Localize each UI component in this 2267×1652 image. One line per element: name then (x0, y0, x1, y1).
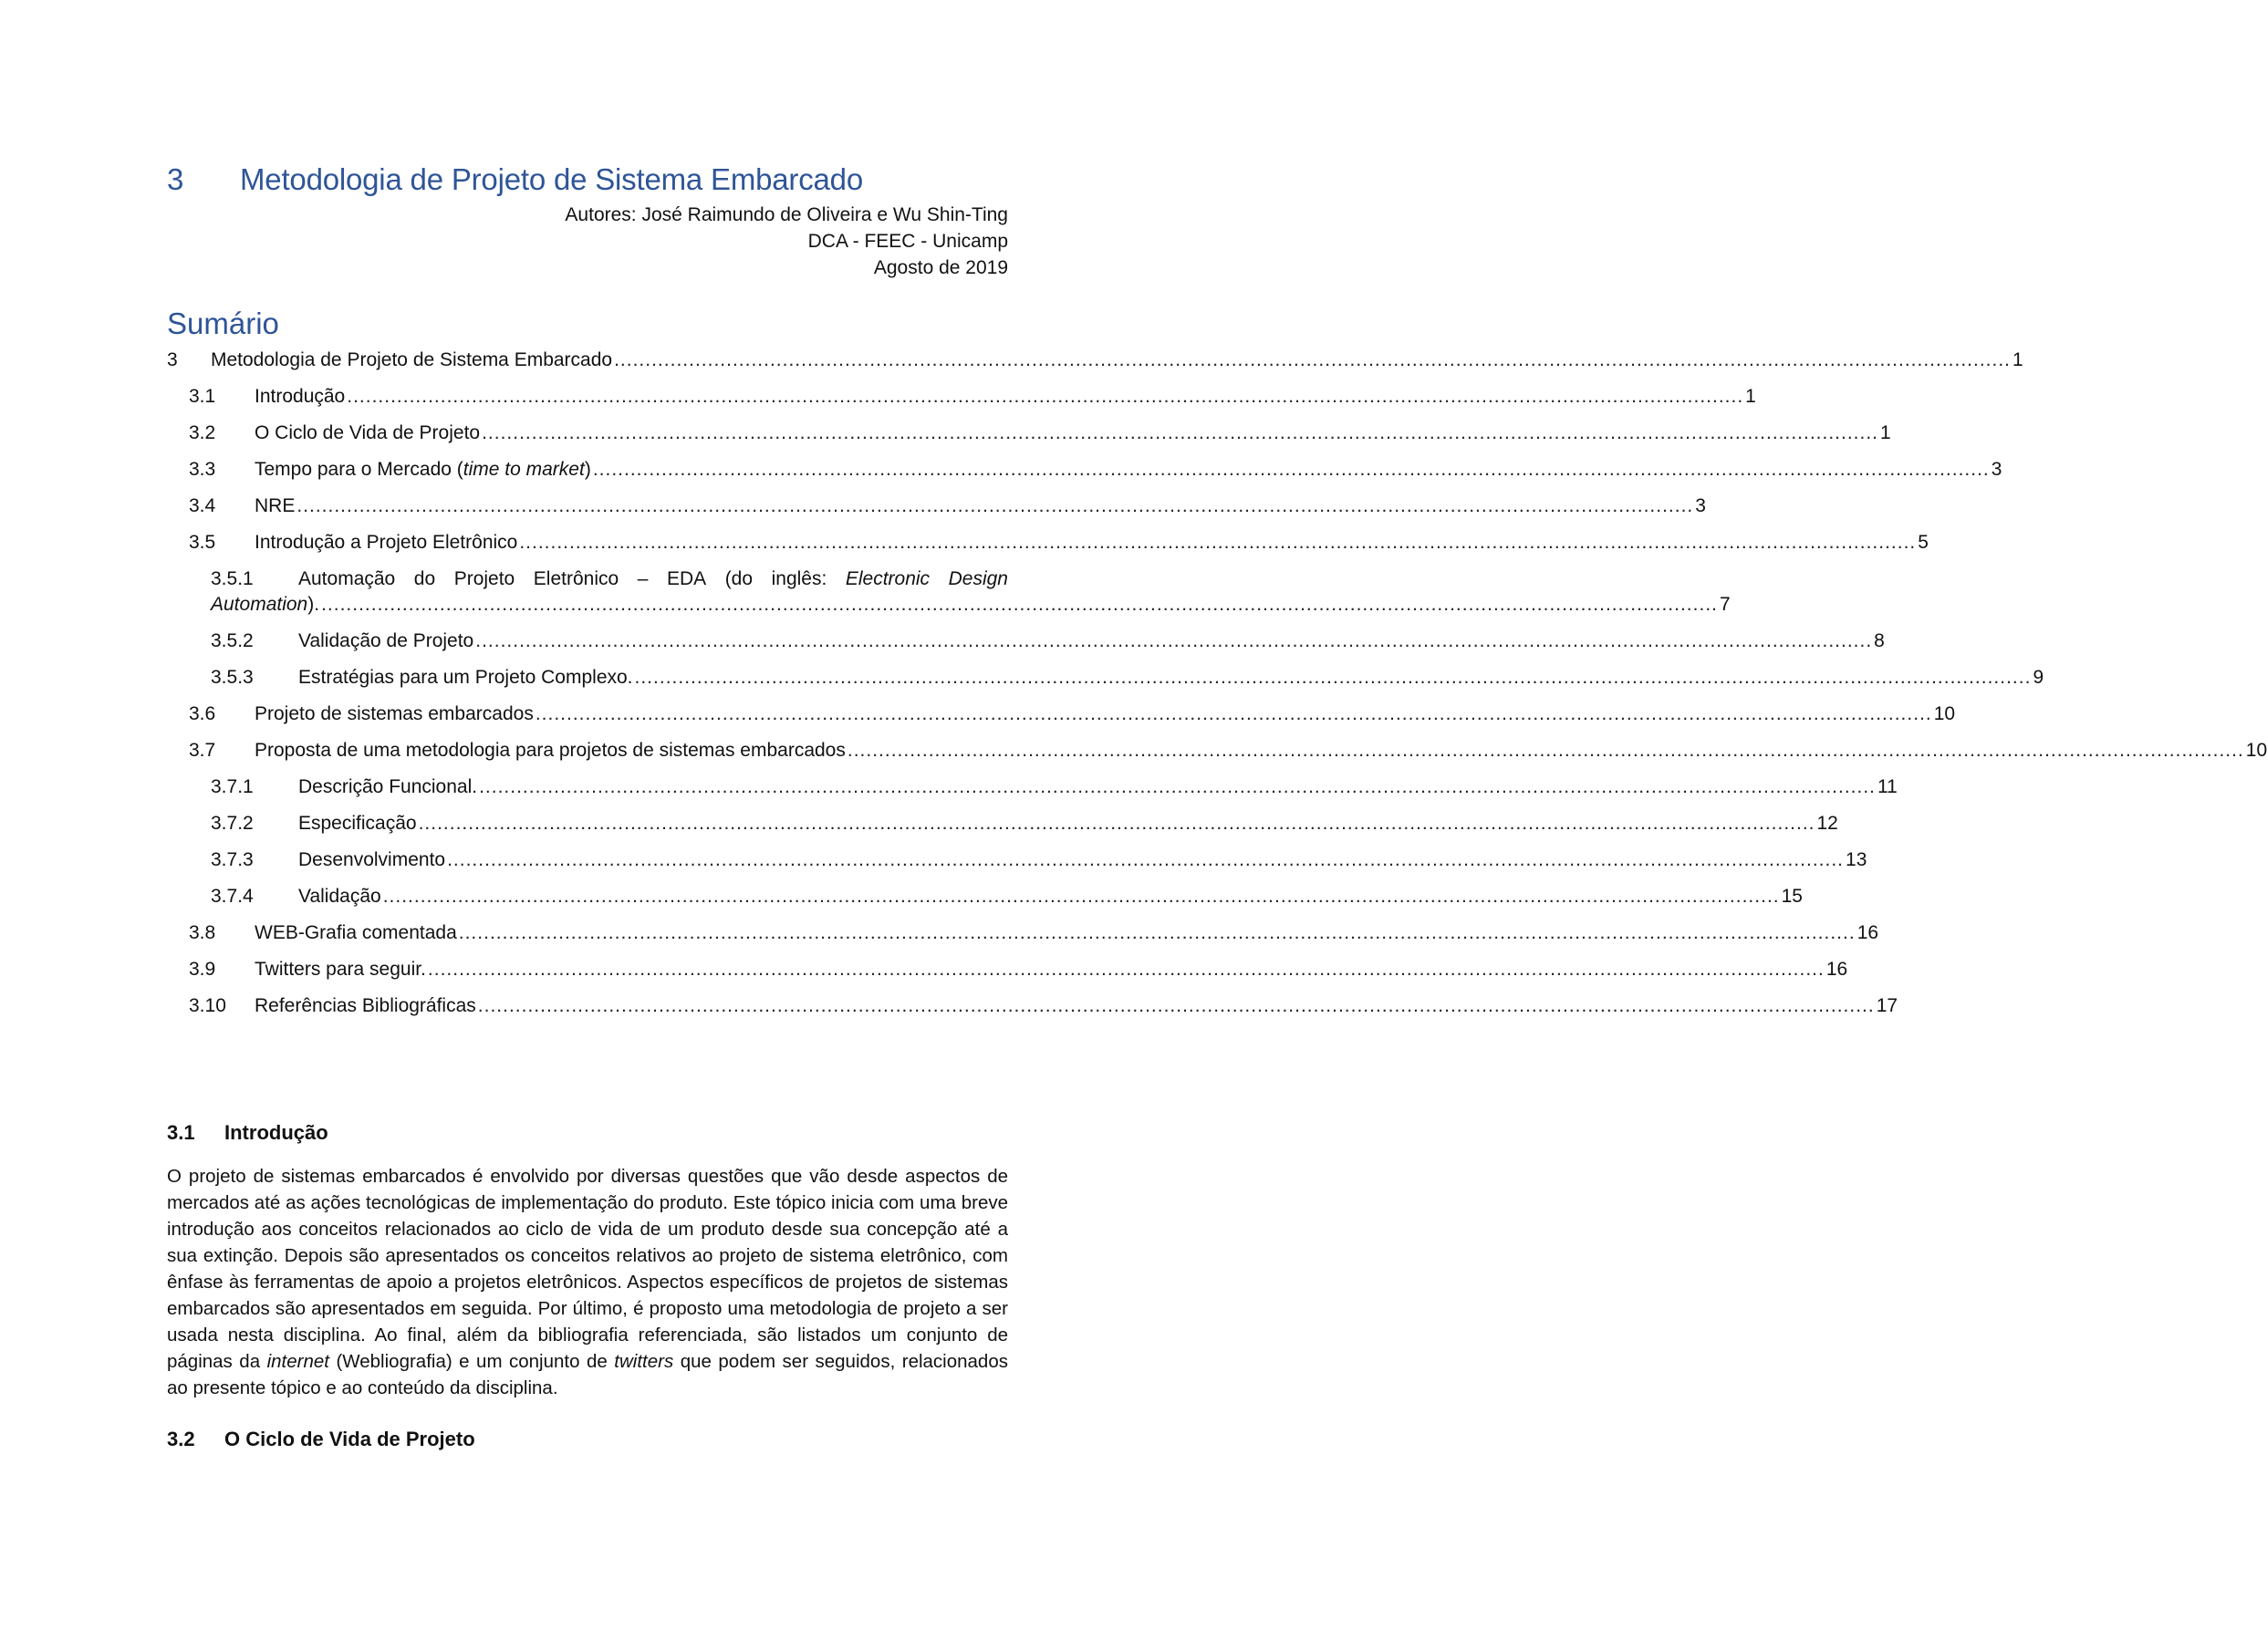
chapter-title-text: Metodologia de Projeto de Sistema Embarcado (240, 162, 863, 196)
toc-entry-page: 12 (1816, 813, 1838, 834)
toc-entry-number: 3.5.3 (211, 667, 254, 688)
toc-entry[interactable]: 3.7 Proposta de uma metodologia para projetos de sistemas embarcados ................................................................................................................................................................................................................................ 10 (167, 732, 1008, 769)
toc-entry[interactable]: 3.5.3 Estratégias para um Projeto Complexo. ................................................................................................................................................................................................................................ 9 (167, 660, 1008, 696)
toc-entry-number: 3.7 (189, 740, 216, 761)
toc-entry[interactable]: 3.8 WEB-Grafia comentada ................................................................................................................................................................................................................................ 16 (167, 915, 1008, 951)
toc-entry-number: 3.10 (189, 995, 226, 1016)
toc-entry-number: 3.7.4 (211, 886, 254, 907)
toc-entry-label: Twitters para seguir. (255, 959, 426, 980)
toc-entry[interactable]: 3.5.2 Validação de Projeto ................................................................................................................................................................................................................................ 8 (167, 623, 1008, 660)
toc-heading: Sumário (167, 307, 279, 340)
toc-entry-page: 10 (2245, 740, 2267, 761)
toc-entry-page: 1 (1745, 386, 1756, 407)
toc-entry-label: O Ciclo de Vida de Projeto (255, 422, 481, 443)
toc-entry-label: Referências Bibliográficas (255, 995, 476, 1016)
toc-entry-number: 3.3 (189, 459, 216, 480)
toc-entry[interactable]: 3.1 Introdução ................................................................................................................................................................................................................................ 1 (167, 379, 1008, 415)
toc-entry-label: Descrição Funcional. (298, 776, 478, 797)
author-block (565, 202, 1008, 281)
toc-entry-label: Tempo para o Mercado (time to market) (255, 459, 591, 480)
toc-entry-page: 7 (1719, 594, 1731, 615)
chapter-title (167, 162, 863, 197)
toc-entry[interactable]: 3.5 Introdução a Projeto Eletrônico ................................................................................................................................................................................................................................ 5 (167, 525, 1008, 561)
toc-entry-page: 3 (1695, 495, 1706, 516)
toc-entry-number: 3.2 (189, 422, 216, 443)
toc-entry-number: 3.5 (189, 532, 216, 553)
toc-entry-page: 1 (2012, 349, 2023, 370)
toc-entry-number: 3.7.2 (211, 813, 254, 834)
toc-entry-label: Estratégias para um Projeto Complexo. (298, 667, 633, 688)
intro-paragraph: O projeto de sistemas embarcados é envolvido por diversas questões que vão desde aspectos de mercados até as ações tecnológicas de implementação do produto. Este tópico inicia com uma breve introdução aos conceitos relacionados ao ciclo de vida de um produto desde sua concepção até a sua extinção. Depois são apresentados os conceitos relativos ao projeto de sistema eletrônico, com ênfase às ferramentas de apoio a projetos eletrônicos. Aspectos específicos de projetos de sistemas embarcados são apresentados em seguida. Por último, é proposto uma metodologia de projeto a ser usada nesta disciplina. Ao final, além da bibliografia referenciada, são listados um conjunto de páginas da internet (Webliografia) e um conjunto de twitters que podem ser seguidos, relacionados ao presente tópico e ao conteúdo da disciplina. (167, 1166, 1008, 1398)
toc-entry-label: Proposta de uma metodologia para projetos de sistemas embarcados (255, 740, 846, 761)
toc-entry[interactable]: 3.6 Projeto de sistemas embarcados ................................................................................................................................................................................................................................ 10 (167, 696, 1008, 732)
table-of-contents (167, 342, 2267, 1024)
toc-entry-number: 3.7.1 (211, 776, 254, 797)
toc-entry[interactable]: 3 Metodologia de Projeto de Sistema Embarcado ................................................................................................................................................................................................................................ 1 (167, 342, 1008, 379)
toc-entry[interactable]: 3.9 Twitters para seguir. ................................................................................................................................................................................................................................ 16 (167, 951, 1008, 988)
toc-entry-label: Metodologia de Projeto de Sistema Embarcado (211, 349, 613, 370)
toc-entry-label: Desenvolvimento (298, 849, 446, 870)
toc-entry-label: NRE (255, 495, 296, 516)
toc-entry-label: Validação (298, 886, 381, 907)
toc-entry-page: 16 (1856, 922, 1879, 943)
toc-entry[interactable]: 3.7.2 Especificação ................................................................................................................................................................................................................................ 12 (167, 805, 1008, 842)
section-number: 3.2 (167, 1428, 195, 1450)
toc-entry-number: 3 (167, 349, 178, 370)
toc-entry[interactable]: 3.5.1 Automação do Projeto Eletrônico – EDA (do inglês: Electronic Design Automation). ................................................................................................................................................................................................................................ 7 (167, 561, 1008, 623)
toc-entry-number: 3.5.2 (211, 630, 254, 651)
toc-entry-number: 3.6 (189, 703, 216, 724)
toc-entry-page: 10 (1933, 703, 1956, 724)
toc-entry-label: Automação do Projeto Eletrônico – EDA (do inglês: Electronic Design (298, 568, 1008, 589)
institution-line: DCA - FEEC - Unicamp (807, 231, 1008, 252)
toc-entry-page: 5 (1918, 532, 1929, 553)
toc-entry-page: 17 (1876, 995, 1898, 1016)
toc-entry-page: 1 (1880, 422, 1891, 443)
section-heading-3-1 (167, 1121, 328, 1145)
toc-entry[interactable]: 3.7.4 Validação ................................................................................................................................................................................................................................ 15 (167, 878, 1008, 915)
toc-entry-number: 3.5.1 (211, 568, 254, 589)
toc-entry-label: Introdução a Projeto Eletrônico (255, 532, 518, 553)
section-title: O Ciclo de Vida de Projeto (224, 1428, 475, 1450)
authors-line: Autores: José Raimundo de Oliveira e Wu Shin-Ting (565, 204, 1008, 225)
toc-entry-label: Especificação (298, 813, 417, 834)
toc-entry-page: 9 (2033, 667, 2044, 688)
toc-entry[interactable]: 3.10 Referências Bibliográficas ................................................................................................................................................................................................................................ 17 (167, 988, 1008, 1024)
section-heading-3-2 (167, 1428, 475, 1451)
date-line: Agosto de 2019 (873, 257, 1008, 278)
toc-entry-page: 15 (1781, 886, 1803, 907)
toc-entry[interactable]: 3.3 Tempo para o Mercado (time to market) ................................................................................................................................................................................................................................ 3 (167, 452, 1008, 488)
toc-entry-number: 3.8 (189, 922, 216, 943)
toc-entry-page: 3 (1991, 459, 2002, 480)
toc-entry-page: 8 (1874, 630, 1885, 651)
section-title: Introdução (224, 1121, 328, 1144)
toc-entry-page: 11 (1877, 776, 1898, 797)
toc-entry-label: Introdução (255, 386, 346, 407)
toc-entry[interactable]: 3.7.3 Desenvolvimento ................................................................................................................................................................................................................................ 13 (167, 842, 1008, 878)
toc-entry-label: Validação de Projeto (298, 630, 474, 651)
toc-entry[interactable]: 3.7.1 Descrição Funcional. ................................................................................................................................................................................................................................ 11 (167, 769, 1008, 805)
toc-entry-label: Projeto de sistemas embarcados (255, 703, 534, 724)
toc-entry[interactable]: 3.4 NRE ................................................................................................................................................................................................................................ 3 (167, 488, 1008, 525)
toc-entry-page: 16 (1825, 959, 1848, 980)
toc-entry-number: 3.7.3 (211, 849, 254, 870)
toc-entry-label: WEB-Grafia comentada (255, 922, 457, 943)
section-number: 3.1 (167, 1121, 195, 1144)
chapter-number: 3 (167, 162, 184, 196)
toc-entry-number: 3.1 (189, 386, 216, 407)
toc-entry[interactable]: 3.2 O Ciclo de Vida de Projeto ................................................................................................................................................................................................................................ 1 (167, 415, 1008, 452)
toc-entry-page: 13 (1846, 849, 1867, 870)
toc-entry-number: 3.4 (189, 495, 216, 516)
toc-entry-number: 3.9 (189, 959, 216, 980)
